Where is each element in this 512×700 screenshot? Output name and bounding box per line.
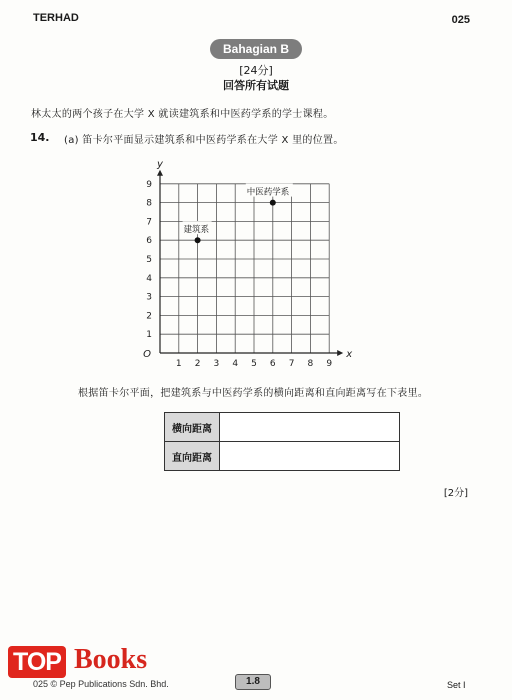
x-tick-label: 6 <box>269 359 276 369</box>
y-axis-label: y <box>157 158 163 170</box>
logo-books: Books <box>74 644 148 675</box>
table-row <box>165 413 400 442</box>
y-tick-label: 5 <box>146 255 152 265</box>
y-tick-label: 8 <box>146 198 152 209</box>
answer-cell-vertical[interactable] <box>220 442 400 471</box>
logo-top: TOP <box>8 646 66 678</box>
row-label-horizontal: 横向距离 <box>165 413 220 442</box>
answer-cell-horizontal[interactable] <box>220 413 400 442</box>
data-point <box>195 237 201 243</box>
x-tick-label: 2 <box>194 359 201 369</box>
classification-label: TERHAD <box>33 12 79 24</box>
question-text: (a) 笛卡尔平面显示建筑系和中医药学系在大学 X 里的位置。 <box>64 135 344 146</box>
y-axis-arrow <box>157 170 163 176</box>
x-tick-label: 5 <box>251 359 257 369</box>
x-axis-arrow <box>337 350 343 356</box>
table-row <box>165 442 400 471</box>
y-tick-label: 3 <box>146 292 152 303</box>
x-tick-label: 7 <box>288 359 295 369</box>
row-label-vertical: 直向距离 <box>165 442 220 471</box>
y-tick-label: 2 <box>146 311 152 322</box>
cartesian-plane <box>130 158 360 370</box>
answer-table <box>164 412 400 471</box>
intro-text: 林太太的两个孩子在大学 X 就读建筑系和中医药学系的学士课程。 <box>31 109 334 120</box>
point-label: 中医药学系 <box>246 187 290 198</box>
set-label: Set I <box>447 680 466 690</box>
x-tick-label: 4 <box>232 359 239 369</box>
x-tick-label: 1 <box>175 359 182 369</box>
y-tick-label: 7 <box>146 217 152 228</box>
section-title: Bahagian B <box>210 39 302 59</box>
y-tick-label: 9 <box>146 179 152 190</box>
page-number: 1.8 <box>235 674 271 690</box>
point-label: 建筑系 <box>183 225 210 236</box>
question-number: 14. <box>30 131 50 144</box>
section-marks: [24分] <box>239 64 273 77</box>
publisher-credit: 025 © Pep Publications Sdn. Bhd. <box>33 679 169 689</box>
x-tick-label: 8 <box>307 359 314 369</box>
x-axis-label: x <box>346 349 353 360</box>
data-point <box>270 200 276 206</box>
section-instruction: 回答所有试题 <box>223 79 289 92</box>
x-tick-label: 9 <box>326 359 333 369</box>
answer-instruction: 根据笛卡尔平面，把建筑系与中医药学系的横向距离和直向距离写在下表里。 <box>78 388 429 399</box>
y-tick-label: 6 <box>146 236 152 247</box>
paper-code: 025 <box>451 14 470 26</box>
answer-marks: [2分] <box>443 488 468 499</box>
x-tick-label: 3 <box>213 359 220 369</box>
y-tick-label: 1 <box>146 330 152 341</box>
origin-label: O <box>143 349 151 360</box>
y-tick-label: 4 <box>146 273 152 284</box>
